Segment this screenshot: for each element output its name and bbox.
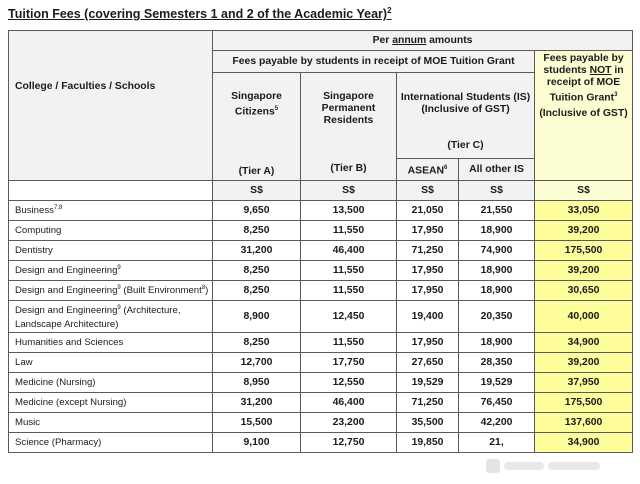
table-row xyxy=(9,221,633,241)
fees-table-body xyxy=(9,201,633,453)
other-is-fee: 21,550 xyxy=(459,201,535,221)
currency-label: S$ xyxy=(301,181,397,201)
college-name: Medicine (except Nursing) xyxy=(9,393,213,413)
currency-label: S$ xyxy=(459,181,535,201)
asean-fee: 21,050 xyxy=(397,201,459,221)
permanent-residents-header: Singapore Permanent Residents (Tier B) xyxy=(301,73,397,181)
permanent-resident-fee: 17,750 xyxy=(301,353,397,373)
other-is-fee: 42,200 xyxy=(459,413,535,433)
non-moe-header: Fees payable by students NOT in receipt of MOE Tuition Grant$^3$ (Inclusive of GST) xyxy=(535,51,633,181)
other-is-fee: 76,450 xyxy=(459,393,535,413)
singapore-citizen-fee: 12,700 xyxy=(213,353,301,373)
singapore-citizens-header: Singapore Citizens$^5$ (Tier A) xyxy=(213,73,301,181)
other-is-fee: 18,900 xyxy=(459,333,535,353)
other-is-fee: 74,900 xyxy=(459,241,535,261)
table-row xyxy=(9,333,633,353)
singapore-citizen-fee: 8,900 xyxy=(213,301,301,333)
asean-fee: 17,950 xyxy=(397,221,459,241)
singapore-citizen-fee: 8,250 xyxy=(213,221,301,241)
asean-fee: 17,950 xyxy=(397,281,459,301)
other-is-fee: 18,900 xyxy=(459,221,535,241)
moe-grant-header: Fees payable by students in receipt of MOE Tuition Grant xyxy=(213,51,535,73)
non-moe-fee: 33,050 xyxy=(535,201,633,221)
college-name: Business$^{7,8}$ xyxy=(9,201,213,221)
per-annum-header: Per annum amounts xyxy=(213,31,633,51)
tuition-fees-table xyxy=(8,30,633,453)
table-row xyxy=(9,413,633,433)
permanent-resident-fee: 11,550 xyxy=(301,281,397,301)
non-moe-fee: 34,900 xyxy=(535,433,633,453)
singapore-citizen-fee: 31,200 xyxy=(213,393,301,413)
non-moe-fee: 34,900 xyxy=(535,333,633,353)
permanent-resident-fee: 46,400 xyxy=(301,393,397,413)
permanent-resident-fee: 11,550 xyxy=(301,333,397,353)
table-row xyxy=(9,241,633,261)
currency-label: S$ xyxy=(213,181,301,201)
table-row xyxy=(9,201,633,221)
non-moe-fee: 30,650 xyxy=(535,281,633,301)
permanent-resident-fee: 12,450 xyxy=(301,301,397,333)
permanent-resident-fee: 11,550 xyxy=(301,261,397,281)
singapore-citizen-fee: 15,500 xyxy=(213,413,301,433)
international-students-header: International Students (IS) (Inclusive of GST) (Tier C) xyxy=(397,73,535,159)
other-is-fee: 18,900 xyxy=(459,281,535,301)
other-is-fee: 21, xyxy=(459,433,535,453)
college-name: Medicine (Nursing) xyxy=(9,373,213,393)
asean-fee: 71,250 xyxy=(397,241,459,261)
non-moe-fee: 175,500 xyxy=(535,393,633,413)
college-column-header: College / Faculties / Schools xyxy=(9,31,213,181)
asean-fee: 19,850 xyxy=(397,433,459,453)
other-is-fee: 28,350 xyxy=(459,353,535,373)
permanent-resident-fee: 12,550 xyxy=(301,373,397,393)
asean-fee: 35,500 xyxy=(397,413,459,433)
other-is-fee: 20,350 xyxy=(459,301,535,333)
currency-label: S$ xyxy=(535,181,633,201)
non-moe-fee: 40,000 xyxy=(535,301,633,333)
table-row xyxy=(9,301,633,333)
college-name: Design and Engineering$^9$ (Built Environment$^8$) xyxy=(9,281,213,301)
table-row xyxy=(9,373,633,393)
table-row xyxy=(9,261,633,281)
permanent-resident-fee: 13,500 xyxy=(301,201,397,221)
table-row xyxy=(9,433,633,453)
singapore-citizen-fee: 9,100 xyxy=(213,433,301,453)
asean-fee: 17,950 xyxy=(397,333,459,353)
asean-fee: 71,250 xyxy=(397,393,459,413)
college-name: Science (Pharmacy) xyxy=(9,433,213,453)
permanent-resident-fee: 23,200 xyxy=(301,413,397,433)
permanent-resident-fee: 12,750 xyxy=(301,433,397,453)
non-moe-fee: 37,950 xyxy=(535,373,633,393)
singapore-citizen-fee: 9,650 xyxy=(213,201,301,221)
other-is-header: All other IS xyxy=(459,159,535,181)
college-name: Humanities and Sciences xyxy=(9,333,213,353)
asean-fee: 19,529 xyxy=(397,373,459,393)
other-is-fee: 19,529 xyxy=(459,373,535,393)
non-moe-fee: 39,200 xyxy=(535,353,633,373)
singapore-citizen-fee: 8,250 xyxy=(213,281,301,301)
non-moe-fee: 137,600 xyxy=(535,413,633,433)
non-moe-fee: 175,500 xyxy=(535,241,633,261)
table-row xyxy=(9,281,633,301)
asean-header: ASEAN$^6$ xyxy=(397,159,459,181)
table-row xyxy=(9,353,633,373)
other-is-fee: 18,900 xyxy=(459,261,535,281)
page-title: Tuition Fees (covering Semesters 1 and 2 of the Academic Year)$^2$ xyxy=(8,6,392,22)
watermark-image xyxy=(486,456,606,476)
non-moe-fee: 39,200 xyxy=(535,221,633,241)
college-name: Design and Engineering$^9$ (Architecture, Landscape Architecture) xyxy=(9,301,213,333)
blank-currency-cell xyxy=(9,181,213,201)
college-name: Dentistry xyxy=(9,241,213,261)
non-moe-fee: 39,200 xyxy=(535,261,633,281)
asean-fee: 17,950 xyxy=(397,261,459,281)
table-row xyxy=(9,393,633,413)
currency-label: S$ xyxy=(397,181,459,201)
singapore-citizen-fee: 8,250 xyxy=(213,333,301,353)
college-name: Law xyxy=(9,353,213,373)
college-name: Music xyxy=(9,413,213,433)
asean-fee: 27,650 xyxy=(397,353,459,373)
singapore-citizen-fee: 8,250 xyxy=(213,261,301,281)
permanent-resident-fee: 46,400 xyxy=(301,241,397,261)
asean-fee: 19,400 xyxy=(397,301,459,333)
permanent-resident-fee: 11,550 xyxy=(301,221,397,241)
college-name: Computing xyxy=(9,221,213,241)
singapore-citizen-fee: 8,950 xyxy=(213,373,301,393)
singapore-citizen-fee: 31,200 xyxy=(213,241,301,261)
college-name: Design and Engineering$^9$ xyxy=(9,261,213,281)
